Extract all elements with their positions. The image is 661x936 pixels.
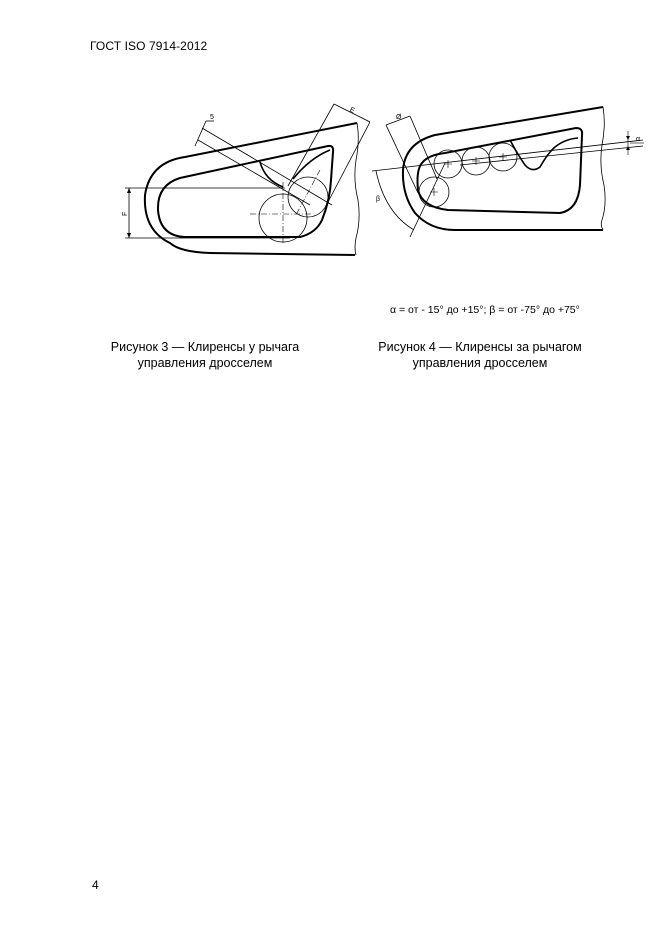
label-5: 5	[210, 114, 214, 121]
figure-4-caption	[360, 339, 600, 371]
label-D: Ø	[396, 114, 402, 121]
figure-3-drawing	[110, 100, 370, 260]
document-header: ГОСТ ISO 7914-2012	[90, 39, 208, 53]
angle-formula: α = от - 15° до +15°; β = от -75° до +75°	[390, 304, 580, 316]
figure-4-caption-line2: управления дросселем	[412, 356, 548, 370]
label-F: F	[122, 211, 129, 216]
label-beta: β	[376, 196, 381, 203]
figure-4-caption-line1: Рисунок 4 — Клиренсы за рычагом	[378, 340, 582, 354]
figure-3-caption-line1: Рисунок 3 — Клиренсы у рычага	[110, 340, 300, 354]
figure-3-caption-line2: управления дросселем	[137, 356, 273, 370]
label-alpha: α	[636, 136, 641, 143]
figure-4-drawing	[360, 95, 650, 245]
page-number: 4	[92, 878, 99, 892]
label-E: E	[348, 106, 356, 115]
figure-3-caption	[95, 339, 315, 371]
